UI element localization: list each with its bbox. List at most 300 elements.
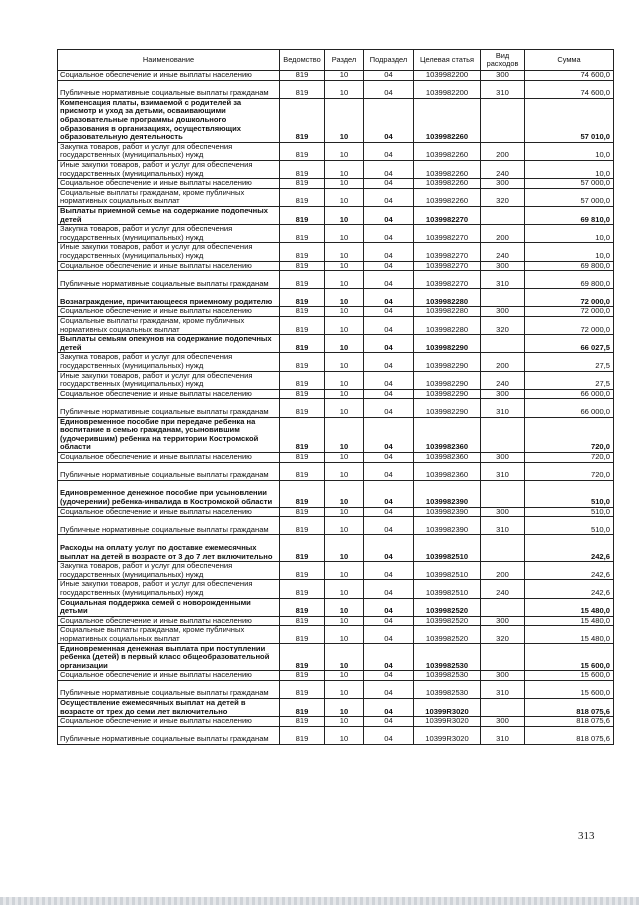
cell-name: Социальные выплаты гражданам, кроме публичных нормативных социальных выплат: [58, 188, 280, 206]
cell-department: 819: [280, 480, 325, 507]
cell-subsection: 04: [364, 188, 414, 206]
cell-target: 1039982260: [414, 160, 481, 178]
cell-sum: 510,0: [525, 507, 614, 517]
table-row: [58, 452, 614, 462]
table-row: [58, 517, 614, 535]
cell-name: Публичные нормативные социальные выплаты гражданам: [58, 80, 280, 98]
cell-name: Публичные нормативные социальные выплаты гражданам: [58, 517, 280, 535]
cell-department: 819: [280, 717, 325, 727]
cell-expense-type: [481, 699, 525, 717]
cell-department: 819: [280, 188, 325, 206]
cell-department: 819: [280, 71, 325, 81]
cell-target: 1039982360: [414, 452, 481, 462]
cell-name: Социальная поддержка семей с новорожденными детьми: [58, 598, 280, 616]
budget-table: [57, 49, 614, 745]
cell-name: Социальное обеспечение и иные выплаты населению: [58, 507, 280, 517]
cell-subsection: 04: [364, 562, 414, 580]
cell-subsection: 04: [364, 626, 414, 644]
cell-name: Иные закупки товаров, работ и услуг для обеспечения государственных (муниципальных) нужд: [58, 243, 280, 261]
cell-expense-type: [481, 480, 525, 507]
cell-name: Иные закупки товаров, работ и услуг для обеспечения государственных (муниципальных) нужд: [58, 371, 280, 389]
cell-expense-type: 300: [481, 261, 525, 271]
cell-department: 819: [280, 598, 325, 616]
cell-subsection: 04: [364, 480, 414, 507]
cell-name: Иные закупки товаров, работ и услуг для обеспечения государственных (муниципальных) нужд: [58, 580, 280, 598]
cell-name: Единовременное денежное пособие при усыновлении (удочерении) ребенка-инвалида в Костромской области: [58, 480, 280, 507]
cell-name: Социальное обеспечение и иные выплаты населению: [58, 671, 280, 681]
header-subsection: Подраздел: [364, 50, 414, 71]
cell-department: 819: [280, 517, 325, 535]
cell-section: 10: [325, 225, 364, 243]
cell-section: 10: [325, 535, 364, 562]
cell-expense-type: 310: [481, 399, 525, 417]
table-body: [58, 71, 614, 745]
cell-subsection: 04: [364, 598, 414, 616]
cell-target: 1039982390: [414, 480, 481, 507]
table-row: [58, 271, 614, 289]
cell-name: Закупка товаров, работ и услуг для обеспечения государственных (муниципальных) нужд: [58, 142, 280, 160]
cell-sum: 72 000,0: [525, 307, 614, 317]
cell-department: 819: [280, 261, 325, 271]
cell-sum: 72 000,0: [525, 289, 614, 307]
table-header: [58, 50, 614, 71]
cell-expense-type: [481, 535, 525, 562]
cell-expense-type: [481, 289, 525, 307]
table-row: [58, 726, 614, 744]
cell-expense-type: 300: [481, 452, 525, 462]
cell-subsection: 04: [364, 289, 414, 307]
cell-subsection: 04: [364, 261, 414, 271]
cell-expense-type: [481, 417, 525, 452]
cell-department: 819: [280, 389, 325, 399]
cell-name: Иные закупки товаров, работ и услуг для обеспечения государственных (муниципальных) нужд: [58, 160, 280, 178]
cell-section: 10: [325, 517, 364, 535]
table-row: [58, 317, 614, 335]
cell-subsection: 04: [364, 271, 414, 289]
cell-sum: 818 075,6: [525, 726, 614, 744]
cell-section: 10: [325, 188, 364, 206]
budget-table-sheet: [57, 49, 613, 745]
cell-sum: 15 600,0: [525, 671, 614, 681]
cell-expense-type: 300: [481, 307, 525, 317]
cell-section: 10: [325, 160, 364, 178]
cell-target: 1039982530: [414, 680, 481, 698]
cell-department: 819: [280, 225, 325, 243]
table-row: [58, 417, 614, 452]
table-row: [58, 480, 614, 507]
cell-name: Осуществление ежемесячных выплат на детей в возрасте от трех до семи лет включительно: [58, 699, 280, 717]
header-expense-type: Вид расходов: [481, 50, 525, 71]
cell-sum: 10,0: [525, 243, 614, 261]
cell-target: 1039982280: [414, 289, 481, 307]
cell-subsection: 04: [364, 142, 414, 160]
table-row: [58, 98, 614, 142]
table-row: [58, 80, 614, 98]
cell-name: Расходы на оплату услуг по доставке ежемесячных выплат на детей в возрасте от 3 до 7 лет включительно: [58, 535, 280, 562]
cell-subsection: 04: [364, 616, 414, 626]
cell-department: 819: [280, 626, 325, 644]
table-row: [58, 598, 614, 616]
cell-section: 10: [325, 462, 364, 480]
cell-department: 819: [280, 671, 325, 681]
cell-subsection: 04: [364, 179, 414, 189]
cell-section: 10: [325, 616, 364, 626]
cell-subsection: 04: [364, 80, 414, 98]
cell-section: 10: [325, 317, 364, 335]
cell-expense-type: 310: [481, 271, 525, 289]
table-row: [58, 535, 614, 562]
cell-expense-type: [481, 644, 525, 671]
cell-section: 10: [325, 671, 364, 681]
cell-expense-type: 310: [481, 462, 525, 480]
cell-department: 819: [280, 289, 325, 307]
cell-sum: 818 075,6: [525, 699, 614, 717]
cell-name: Компенсация платы, взимаемой с родителей за присмотр и уход за детьми, осваивающими образовательные программы дошкольного образования в организациях, осуществляющих образовательную деятельность: [58, 98, 280, 142]
cell-subsection: 04: [364, 399, 414, 417]
cell-name: Социальное обеспечение и иные выплаты населению: [58, 452, 280, 462]
table-row: [58, 399, 614, 417]
cell-target: 1039982290: [414, 353, 481, 371]
cell-subsection: 04: [364, 417, 414, 452]
cell-section: 10: [325, 644, 364, 671]
cell-expense-type: 300: [481, 389, 525, 399]
cell-department: 819: [280, 160, 325, 178]
cell-sum: 66 000,0: [525, 399, 614, 417]
header-sum: Сумма: [525, 50, 614, 71]
cell-department: 819: [280, 335, 325, 353]
cell-subsection: 04: [364, 353, 414, 371]
cell-department: 819: [280, 616, 325, 626]
table-row: [58, 206, 614, 224]
table-row: [58, 616, 614, 626]
cell-section: 10: [325, 452, 364, 462]
cell-department: 819: [280, 644, 325, 671]
table-row: [58, 335, 614, 353]
cell-sum: 510,0: [525, 480, 614, 507]
cell-department: 819: [280, 271, 325, 289]
cell-subsection: 04: [364, 243, 414, 261]
table-row: [58, 462, 614, 480]
cell-section: 10: [325, 289, 364, 307]
cell-name: Социальные выплаты гражданам, кроме публичных нормативных социальных выплат: [58, 317, 280, 335]
cell-sum: 15 480,0: [525, 598, 614, 616]
cell-section: 10: [325, 562, 364, 580]
cell-department: 819: [280, 726, 325, 744]
cell-name: Закупка товаров, работ и услуг для обеспечения государственных (муниципальных) нужд: [58, 225, 280, 243]
cell-expense-type: 310: [481, 726, 525, 744]
header-department: Ведомство: [280, 50, 325, 71]
cell-name: Единовременная денежная выплата при поступлении ребенка (детей) в первый класс общеобразовательной организации: [58, 644, 280, 671]
cell-target: 10399R3020: [414, 699, 481, 717]
cell-section: 10: [325, 680, 364, 698]
table-row: [58, 562, 614, 580]
cell-subsection: 04: [364, 452, 414, 462]
cell-name: Публичные нормативные социальные выплаты гражданам: [58, 726, 280, 744]
cell-expense-type: 200: [481, 562, 525, 580]
cell-sum: 27,5: [525, 371, 614, 389]
cell-subsection: 04: [364, 699, 414, 717]
cell-sum: 69 810,0: [525, 206, 614, 224]
cell-target: 1039982260: [414, 179, 481, 189]
cell-target: 1039982390: [414, 507, 481, 517]
table-row: [58, 188, 614, 206]
cell-section: 10: [325, 307, 364, 317]
cell-subsection: 04: [364, 225, 414, 243]
cell-section: 10: [325, 243, 364, 261]
cell-department: 819: [280, 371, 325, 389]
cell-department: 819: [280, 680, 325, 698]
cell-target: 1039982510: [414, 562, 481, 580]
cell-target: 1039982520: [414, 598, 481, 616]
cell-subsection: 04: [364, 726, 414, 744]
cell-name: Публичные нормативные социальные выплаты гражданам: [58, 680, 280, 698]
cell-sum: 69 800,0: [525, 271, 614, 289]
cell-expense-type: 320: [481, 317, 525, 335]
cell-sum: 66 027,5: [525, 335, 614, 353]
cell-name: Выплаты приемной семье на содержание подопечных детей: [58, 206, 280, 224]
cell-section: 10: [325, 717, 364, 727]
cell-subsection: 04: [364, 335, 414, 353]
cell-department: 819: [280, 452, 325, 462]
cell-target: 1039982200: [414, 71, 481, 81]
cell-target: 1039982530: [414, 644, 481, 671]
cell-target: 1039982280: [414, 307, 481, 317]
cell-department: 819: [280, 562, 325, 580]
table-row: [58, 580, 614, 598]
cell-target: 1039982520: [414, 626, 481, 644]
cell-sum: 10,0: [525, 142, 614, 160]
cell-section: 10: [325, 626, 364, 644]
cell-subsection: 04: [364, 307, 414, 317]
cell-name: Публичные нормативные социальные выплаты гражданам: [58, 271, 280, 289]
table-row: [58, 626, 614, 644]
cell-target: 1039982260: [414, 188, 481, 206]
cell-department: 819: [280, 535, 325, 562]
table-row: [58, 371, 614, 389]
cell-department: 819: [280, 80, 325, 98]
cell-expense-type: 300: [481, 507, 525, 517]
table-row: [58, 699, 614, 717]
cell-expense-type: 300: [481, 179, 525, 189]
cell-department: 819: [280, 399, 325, 417]
header-target: Целевая статья: [414, 50, 481, 71]
cell-target: 1039982360: [414, 417, 481, 452]
cell-name: Публичные нормативные социальные выплаты гражданам: [58, 462, 280, 480]
cell-subsection: 04: [364, 507, 414, 517]
cell-target: 1039982260: [414, 98, 481, 142]
cell-sum: 74 600,0: [525, 71, 614, 81]
cell-target: 1039982280: [414, 317, 481, 335]
cell-target: 1039982270: [414, 243, 481, 261]
table-row: [58, 680, 614, 698]
cell-subsection: 04: [364, 206, 414, 224]
cell-expense-type: 240: [481, 243, 525, 261]
cell-target: 1039982260: [414, 142, 481, 160]
cell-name: Социальное обеспечение и иные выплаты населению: [58, 616, 280, 626]
cell-department: 819: [280, 353, 325, 371]
header-section: Раздел: [325, 50, 364, 71]
cell-sum: 15 480,0: [525, 616, 614, 626]
cell-name: Социальное обеспечение и иные выплаты населению: [58, 179, 280, 189]
cell-section: 10: [325, 480, 364, 507]
cell-sum: 69 800,0: [525, 261, 614, 271]
cell-name: Выплаты семьям опекунов на содержание подопечных детей: [58, 335, 280, 353]
cell-department: 819: [280, 317, 325, 335]
table-row: [58, 160, 614, 178]
cell-target: 1039982510: [414, 580, 481, 598]
table-row: [58, 179, 614, 189]
cell-name: Социальные выплаты гражданам, кроме публичных нормативных социальных выплат: [58, 626, 280, 644]
cell-section: 10: [325, 142, 364, 160]
cell-target: 10399R3020: [414, 717, 481, 727]
cell-sum: 57 000,0: [525, 179, 614, 189]
cell-department: 819: [280, 142, 325, 160]
cell-subsection: 04: [364, 680, 414, 698]
cell-sum: 510,0: [525, 517, 614, 535]
cell-subsection: 04: [364, 462, 414, 480]
cell-subsection: 04: [364, 644, 414, 671]
cell-sum: 66 000,0: [525, 389, 614, 399]
header-name: Наименование: [58, 50, 280, 71]
cell-expense-type: 240: [481, 371, 525, 389]
cell-sum: 57 010,0: [525, 98, 614, 142]
table-row: [58, 644, 614, 671]
cell-sum: 27,5: [525, 353, 614, 371]
cell-name: Закупка товаров, работ и услуг для обеспечения государственных (муниципальных) нужд: [58, 353, 280, 371]
table-row: [58, 243, 614, 261]
cell-sum: 15 600,0: [525, 644, 614, 671]
cell-name: Социальное обеспечение и иные выплаты населению: [58, 71, 280, 81]
cell-target: 1039982200: [414, 80, 481, 98]
cell-section: 10: [325, 598, 364, 616]
cell-department: 819: [280, 98, 325, 142]
cell-sum: 10,0: [525, 160, 614, 178]
cell-subsection: 04: [364, 389, 414, 399]
table-row: [58, 671, 614, 681]
cell-target: 1039982290: [414, 371, 481, 389]
cell-section: 10: [325, 335, 364, 353]
cell-expense-type: 320: [481, 188, 525, 206]
cell-subsection: 04: [364, 580, 414, 598]
cell-expense-type: 300: [481, 717, 525, 727]
cell-department: 819: [280, 243, 325, 261]
cell-department: 819: [280, 507, 325, 517]
cell-target: 1039982510: [414, 535, 481, 562]
cell-subsection: 04: [364, 98, 414, 142]
cell-sum: 72 000,0: [525, 317, 614, 335]
cell-section: 10: [325, 261, 364, 271]
cell-expense-type: 310: [481, 517, 525, 535]
cell-department: 819: [280, 462, 325, 480]
cell-department: 819: [280, 417, 325, 452]
cell-section: 10: [325, 353, 364, 371]
scan-edge-strip: [0, 897, 639, 905]
cell-section: 10: [325, 726, 364, 744]
table-row: [58, 225, 614, 243]
cell-target: 10399R3020: [414, 726, 481, 744]
cell-name: Закупка товаров, работ и услуг для обеспечения государственных (муниципальных) нужд: [58, 562, 280, 580]
cell-sum: 818 075,6: [525, 717, 614, 727]
cell-subsection: 04: [364, 71, 414, 81]
cell-target: 1039982270: [414, 206, 481, 224]
cell-sum: 74 600,0: [525, 80, 614, 98]
table-row: [58, 717, 614, 727]
cell-department: 819: [280, 206, 325, 224]
cell-target: 1039982520: [414, 616, 481, 626]
table-row: [58, 261, 614, 271]
cell-section: 10: [325, 80, 364, 98]
cell-sum: 242,6: [525, 562, 614, 580]
cell-sum: 720,0: [525, 452, 614, 462]
cell-expense-type: 310: [481, 80, 525, 98]
table-row: [58, 389, 614, 399]
cell-name: Социальное обеспечение и иные выплаты населению: [58, 717, 280, 727]
cell-target: 1039982290: [414, 389, 481, 399]
cell-section: 10: [325, 699, 364, 717]
cell-name: Вознаграждение, причитающееся приемному родителю: [58, 289, 280, 307]
cell-name: Единовременное пособие при передаче ребенка на воспитание в семью гражданам, усыновившим (удочерившим) ребенка на территории Костромской области: [58, 417, 280, 452]
cell-subsection: 04: [364, 371, 414, 389]
table-row: [58, 142, 614, 160]
table-row: [58, 507, 614, 517]
cell-department: 819: [280, 179, 325, 189]
cell-sum: 720,0: [525, 417, 614, 452]
cell-sum: 242,6: [525, 535, 614, 562]
cell-target: 1039982270: [414, 271, 481, 289]
cell-expense-type: 310: [481, 680, 525, 698]
cell-expense-type: 300: [481, 71, 525, 81]
cell-target: 1039982360: [414, 462, 481, 480]
cell-name: Социальное обеспечение и иные выплаты населению: [58, 389, 280, 399]
cell-sum: 15 480,0: [525, 626, 614, 644]
table-row: [58, 289, 614, 307]
cell-expense-type: [481, 98, 525, 142]
cell-section: 10: [325, 179, 364, 189]
cell-name: Публичные нормативные социальные выплаты гражданам: [58, 399, 280, 417]
cell-sum: 57 000,0: [525, 188, 614, 206]
cell-target: 1039982290: [414, 335, 481, 353]
cell-department: 819: [280, 307, 325, 317]
cell-section: 10: [325, 417, 364, 452]
table-row: [58, 353, 614, 371]
cell-section: 10: [325, 98, 364, 142]
cell-target: 1039982270: [414, 261, 481, 271]
cell-expense-type: 300: [481, 616, 525, 626]
cell-subsection: 04: [364, 717, 414, 727]
cell-name: Социальное обеспечение и иные выплаты населению: [58, 307, 280, 317]
cell-target: 1039982390: [414, 517, 481, 535]
cell-expense-type: 320: [481, 626, 525, 644]
cell-expense-type: 300: [481, 671, 525, 681]
cell-section: 10: [325, 271, 364, 289]
cell-subsection: 04: [364, 671, 414, 681]
cell-section: 10: [325, 389, 364, 399]
cell-section: 10: [325, 206, 364, 224]
cell-target: 1039982270: [414, 225, 481, 243]
cell-subsection: 04: [364, 517, 414, 535]
cell-subsection: 04: [364, 535, 414, 562]
cell-expense-type: [481, 598, 525, 616]
cell-expense-type: [481, 206, 525, 224]
cell-section: 10: [325, 399, 364, 417]
cell-section: 10: [325, 371, 364, 389]
cell-department: 819: [280, 699, 325, 717]
cell-target: 1039982530: [414, 671, 481, 681]
cell-sum: 15 600,0: [525, 680, 614, 698]
cell-department: 819: [280, 580, 325, 598]
cell-expense-type: [481, 335, 525, 353]
cell-section: 10: [325, 507, 364, 517]
